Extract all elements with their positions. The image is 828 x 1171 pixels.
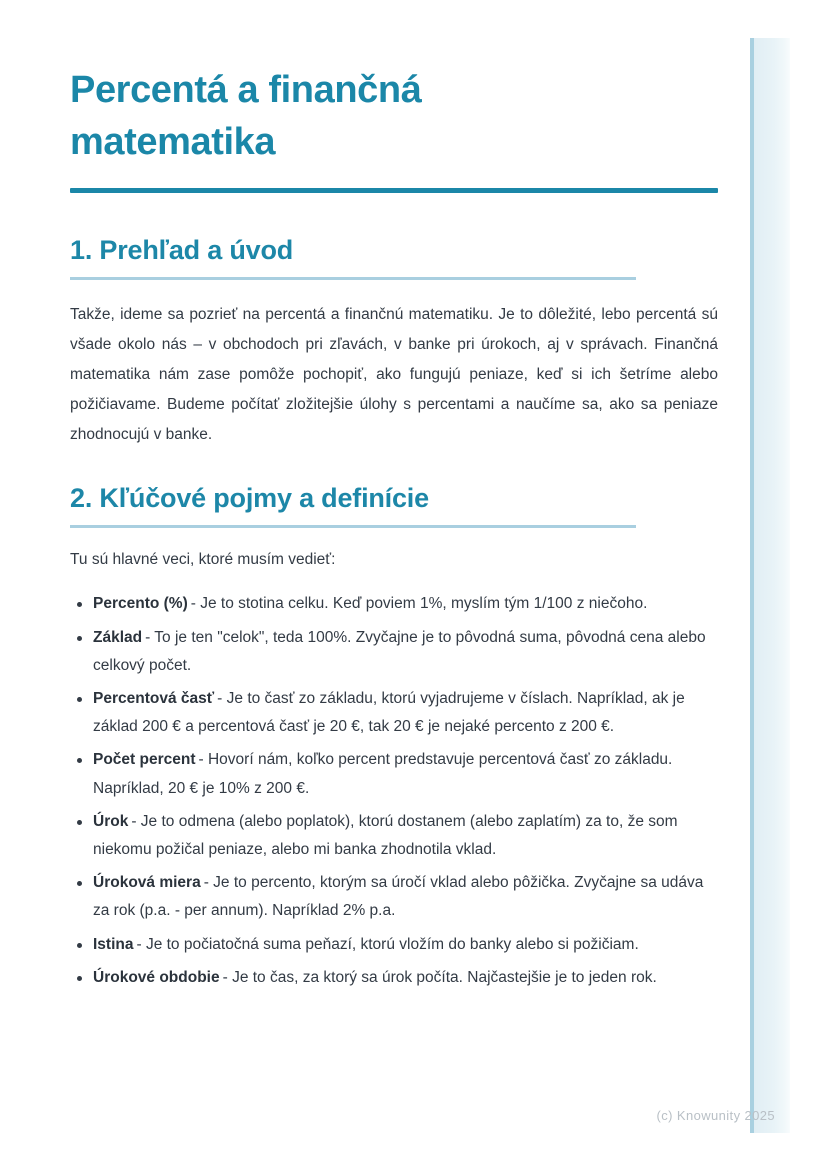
term-label: Základ (93, 628, 143, 646)
term-label: Úroková miera (93, 874, 201, 892)
term-definition: - Je to percento, ktorým sa úročí vklad alebo pôžička. Zvyčajne sa udáva za rok (p.a. - per annum). Napríklad 2% p.a. (93, 874, 704, 920)
overview-paragraph: Takže, ideme sa pozrieť na percentá a finančnú matematiku. Je to dôležité, lebo percentá sú všade okolo nás – v obchodoch pri zľavách, v banke pri úrokoch, aj v správach. Finančná matematika nám zase pomôže pochopiť, ako fungujú peniaze, keď si ich šetríme alebo požičiavame. Budeme počítať zložitejšie úlohy s percentami a naučíme sa, ako sa peniaze zhodnocujú v banke. (70, 305, 718, 443)
footer-copyright: (c) Knowunity 2025 (656, 1108, 775, 1123)
section-underline (70, 277, 636, 280)
list-item (70, 624, 710, 680)
term-label: Úrokové obdobie (93, 968, 220, 986)
list-item (70, 869, 710, 925)
term-definition: - Hovorí nám, koľko percent predstavuje percentová časť zo základu. Napríklad, 20 € je 10% z 200 €. (93, 751, 673, 797)
section-heading-overview: 1. Prehľad a úvod (70, 234, 294, 265)
term-label: Percento (%) (93, 595, 188, 613)
list-intro: Tu sú hlavné veci, ktoré musím vedieť: (70, 551, 336, 569)
term-definition: - To je ten "celok", teda 100%. Zvyčajne je to pôvodná suma, pôvodná cena alebo celkový počet. (93, 628, 706, 674)
term-definition: - Je to čas, za ktorý sa úrok počíta. Najčastejšie je to jeden rok. (222, 968, 657, 986)
title-divider (70, 188, 718, 193)
list-item (70, 931, 710, 959)
term-label: Úrok (93, 812, 129, 830)
term-definition: - Je to odmena (alebo poplatok), ktorú dostanem (alebo zaplatím) za to, že som niekomu požičal peniaze, alebo mi banka zhodnotila vklad. (93, 812, 678, 858)
term-definition: - Je to počiatočná suma peňazí, ktorú vložím do banky alebo si požičiam. (136, 935, 639, 953)
section-overview (70, 235, 718, 450)
list-item (70, 746, 710, 802)
section-underline (70, 525, 636, 528)
definition-list (70, 590, 710, 992)
term-definition: - Je to časť zo základu, ktorú vyjadrujeme v číslach. Napríklad, ak je základ 200 € a percentová časť je 20 €, tak 20 € je nejaké percento z 200 €. (93, 689, 685, 736)
term-label: Istina (93, 935, 134, 953)
section-key-terms (70, 483, 718, 992)
section-heading-key-terms: 2. Kľúčové pojmy a definície (70, 483, 429, 514)
term-definition: - Je to stotina celku. Keď poviem 1%, myslím tým 1/100 z niečoho. (190, 595, 648, 613)
list-item (70, 590, 710, 618)
term-label: Počet percent (93, 751, 196, 769)
list-item (70, 685, 710, 741)
page-title: Percentá a finančná matematika (70, 69, 422, 164)
list-item (70, 808, 710, 864)
term-label: Percentová časť (93, 689, 215, 707)
list-item (70, 964, 710, 992)
